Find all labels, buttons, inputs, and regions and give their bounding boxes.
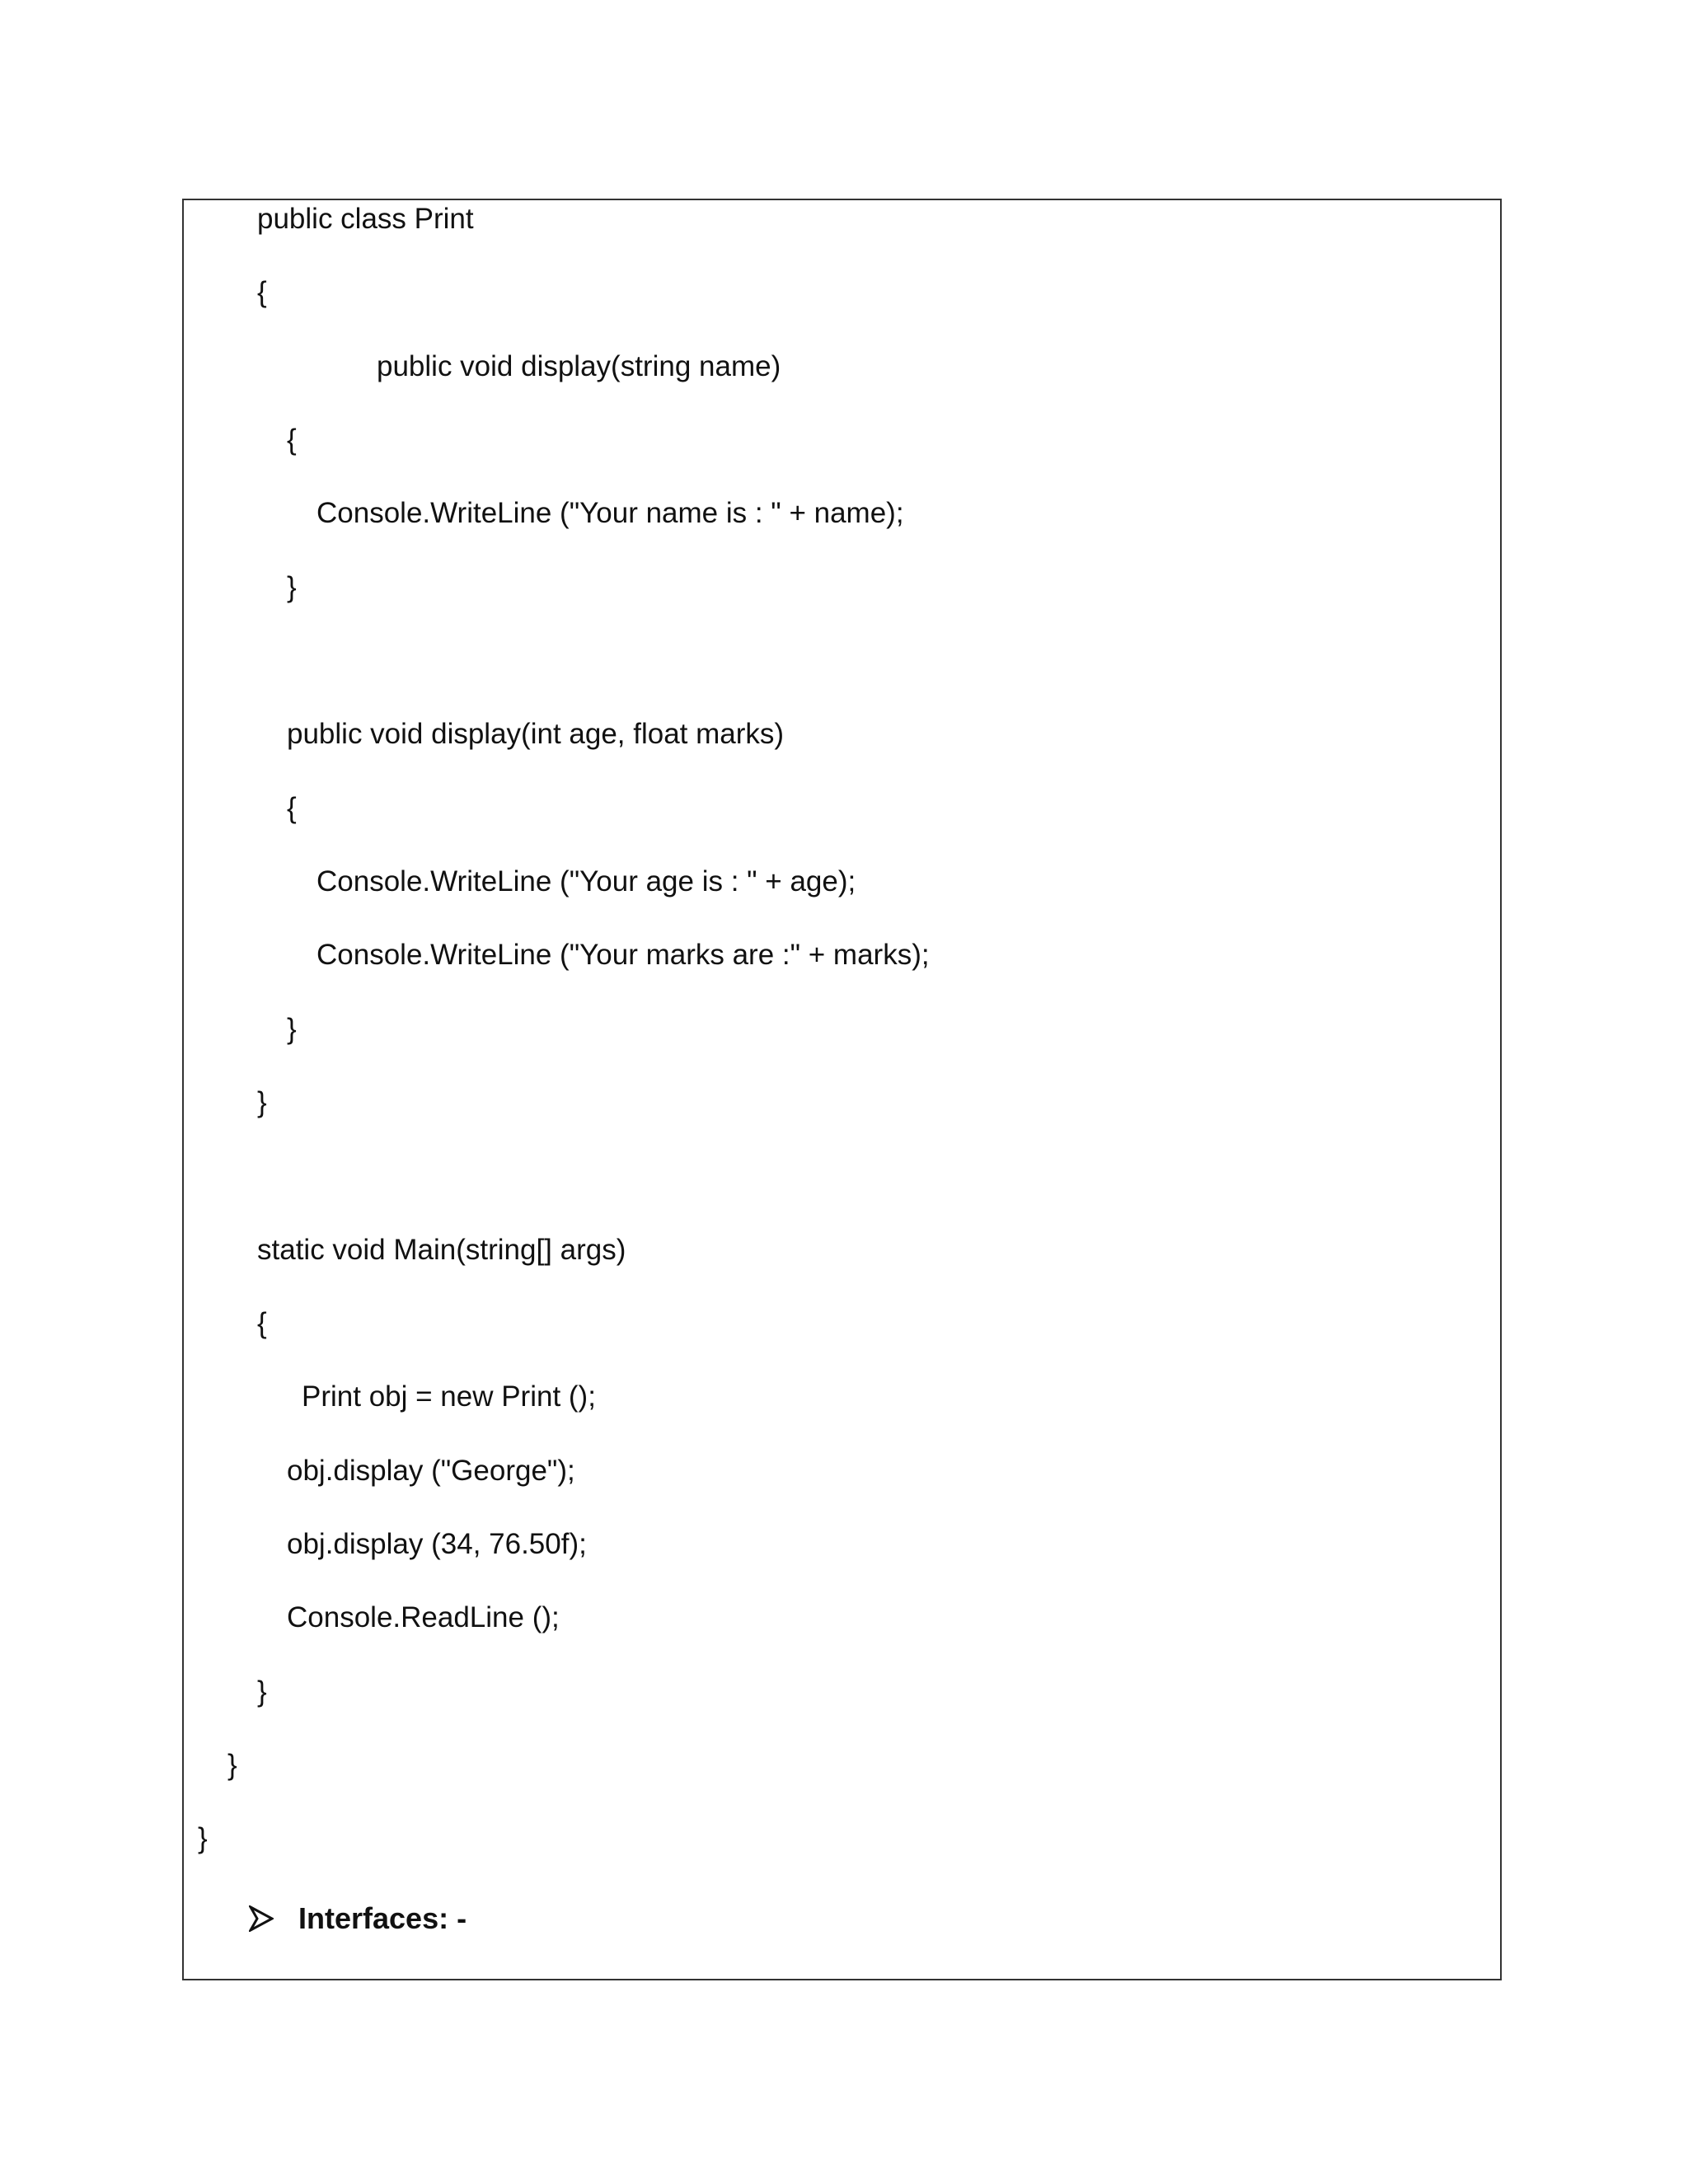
code-line-close-brace: } — [257, 1086, 267, 1118]
code-line-open-brace: { — [287, 792, 297, 824]
code-line-close-brace: } — [198, 1822, 208, 1854]
code-line-close-brace: } — [287, 1013, 297, 1045]
code-line-class-declaration: public class Print — [257, 203, 474, 235]
code-line-method-display-name: public void display(string name) — [377, 350, 781, 382]
code-line-writeline-marks: Console.WriteLine ("Your marks are :" + marks); — [316, 939, 930, 971]
code-line-close-brace: } — [227, 1749, 237, 1781]
code-line-close-brace: } — [287, 571, 297, 603]
code-line-writeline-name: Console.WriteLine ("Your name is : " + name); — [316, 497, 904, 529]
code-line-close-brace: } — [257, 1675, 267, 1708]
code-line-readline: Console.ReadLine (); — [287, 1601, 560, 1633]
section-heading-text: Interfaces: - — [298, 1901, 467, 1935]
code-line-open-brace: { — [257, 1307, 267, 1339]
code-line-open-brace: { — [287, 424, 297, 456]
code-line-method-display-age-marks: public void display(int age, float marks) — [287, 718, 785, 750]
code-box — [182, 199, 1502, 1980]
code-line-display-george: obj.display ("George"); — [287, 1455, 575, 1487]
code-line-new-print: Print obj = new Print (); — [302, 1380, 596, 1413]
arrowhead-bullet-icon — [249, 1905, 274, 1932]
code-line-open-brace: { — [257, 276, 267, 308]
code-line-main-declaration: static void Main(string[] args) — [257, 1234, 626, 1266]
section-heading — [249, 1900, 467, 1937]
code-line-writeline-age: Console.WriteLine ("Your age is : " + age); — [316, 865, 856, 898]
code-line-display-age-marks-call: obj.display (34, 76.50f); — [287, 1528, 587, 1560]
